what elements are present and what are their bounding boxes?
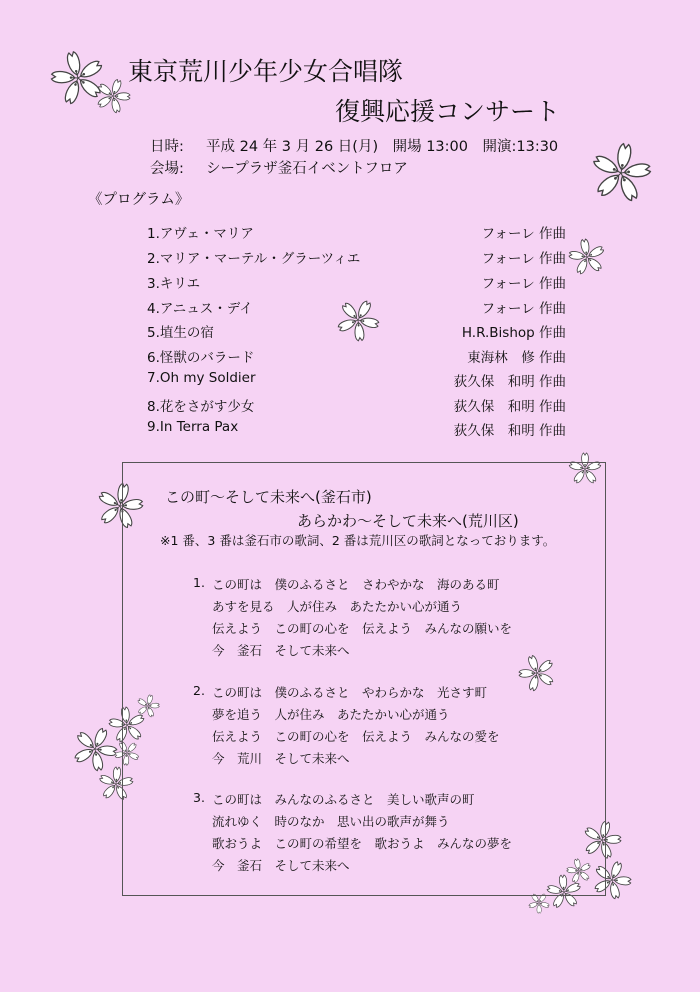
program-item-title: 1.アヴェ・マリア <box>147 226 254 242</box>
lyric-line: 伝えよう この町の心を 伝えよう みんなの願いを <box>212 621 513 636</box>
lyric-line: 歌おうよ この町の希望を 歌おうよ みんなの夢を <box>212 836 513 851</box>
lyric-line: この町は みんなのふるさと 美しい歌声の町 <box>212 792 475 807</box>
lyric-line: この町は 僕のふるさと さわやかな 海のある町 <box>212 577 500 592</box>
venue-value: シープラザ釜石イベントフロア <box>206 161 408 177</box>
sakura-flower-icon <box>590 142 652 204</box>
venue-label: 会場: <box>150 161 184 177</box>
program-item-composer: H.R.Bishop 作曲 <box>461 325 566 341</box>
concert-title-line2: 復興応援コンサート <box>335 97 561 126</box>
lyric-line: あすを見る 人が住み あたたかい心が通う <box>212 599 463 614</box>
concert-title-line1: 東京荒川少年少女合唱隊 <box>128 57 404 86</box>
lyric-line: 今 荒川 そして未来へ <box>212 751 350 766</box>
verse-number: 2. <box>193 683 205 698</box>
lyrics-note: ※1 番、3 番は釜石市の歌詞、2 番は荒川区の歌詞となっております。 <box>160 533 556 548</box>
program-item-title: 5.埴生の宿 <box>147 325 214 341</box>
song-title-line1: この町～そして未来へ(釜石市) <box>165 488 372 506</box>
program-item-title: 2.マリア・マーテル・グラーツィエ <box>147 251 361 267</box>
program-item-composer: フォーレ 作曲 <box>481 301 566 317</box>
program-item-composer: 荻久保 和明 作曲 <box>453 423 566 439</box>
song-title-line2: あらかわ～そして未来へ(荒川区) <box>297 512 519 530</box>
program-item-composer: 荻久保 和明 作曲 <box>453 374 566 390</box>
lyric-line: 流れゆく 時のなか 思い出の歌声が舞う <box>212 814 450 829</box>
program-heading: 《プログラム》 <box>88 192 190 208</box>
lyric-line: 今 釜石 そして未来へ <box>212 643 350 658</box>
lyric-line: 伝えよう この町の心を 伝えよう みんなの愛を <box>212 729 500 744</box>
sakura-flower-icon <box>568 238 606 276</box>
date-value: 平成 24 年 3 月 26 日(月) 開場 13:00 開演:13:30 <box>206 139 559 155</box>
lyric-line: この町は 僕のふるさと やわらかな 光さす町 <box>212 685 488 700</box>
date-label: 日時: <box>150 139 184 155</box>
program-item-title: 6.怪獣のバラード <box>147 350 255 366</box>
program-item-composer: 東海林 修 作曲 <box>467 350 566 366</box>
program-item-composer: フォーレ 作曲 <box>481 276 566 292</box>
verse-number: 3. <box>193 790 205 805</box>
verse-number: 1. <box>193 575 205 590</box>
sakura-flower-icon <box>336 298 380 342</box>
sakura-flower-icon <box>95 78 131 114</box>
program-item-title: 9.In Terra Pax <box>147 419 239 435</box>
program-item-title: 3.キリエ <box>147 276 201 292</box>
program-item-title: 8.花をさがす少女 <box>147 399 255 415</box>
program-item-composer: 荻久保 和明 作曲 <box>453 399 566 415</box>
program-item-title: 7.Oh my Soldier <box>147 370 256 386</box>
program-item-composer: フォーレ 作曲 <box>481 226 566 242</box>
lyric-line: 夢を追う 人が住み あたたかい心が通う <box>212 707 450 722</box>
lyric-line: 今 釜石 そして未来へ <box>212 858 350 873</box>
program-item-title: 4.アニュス・デイ <box>147 301 253 317</box>
program-item-composer: フォーレ 作曲 <box>481 251 566 267</box>
